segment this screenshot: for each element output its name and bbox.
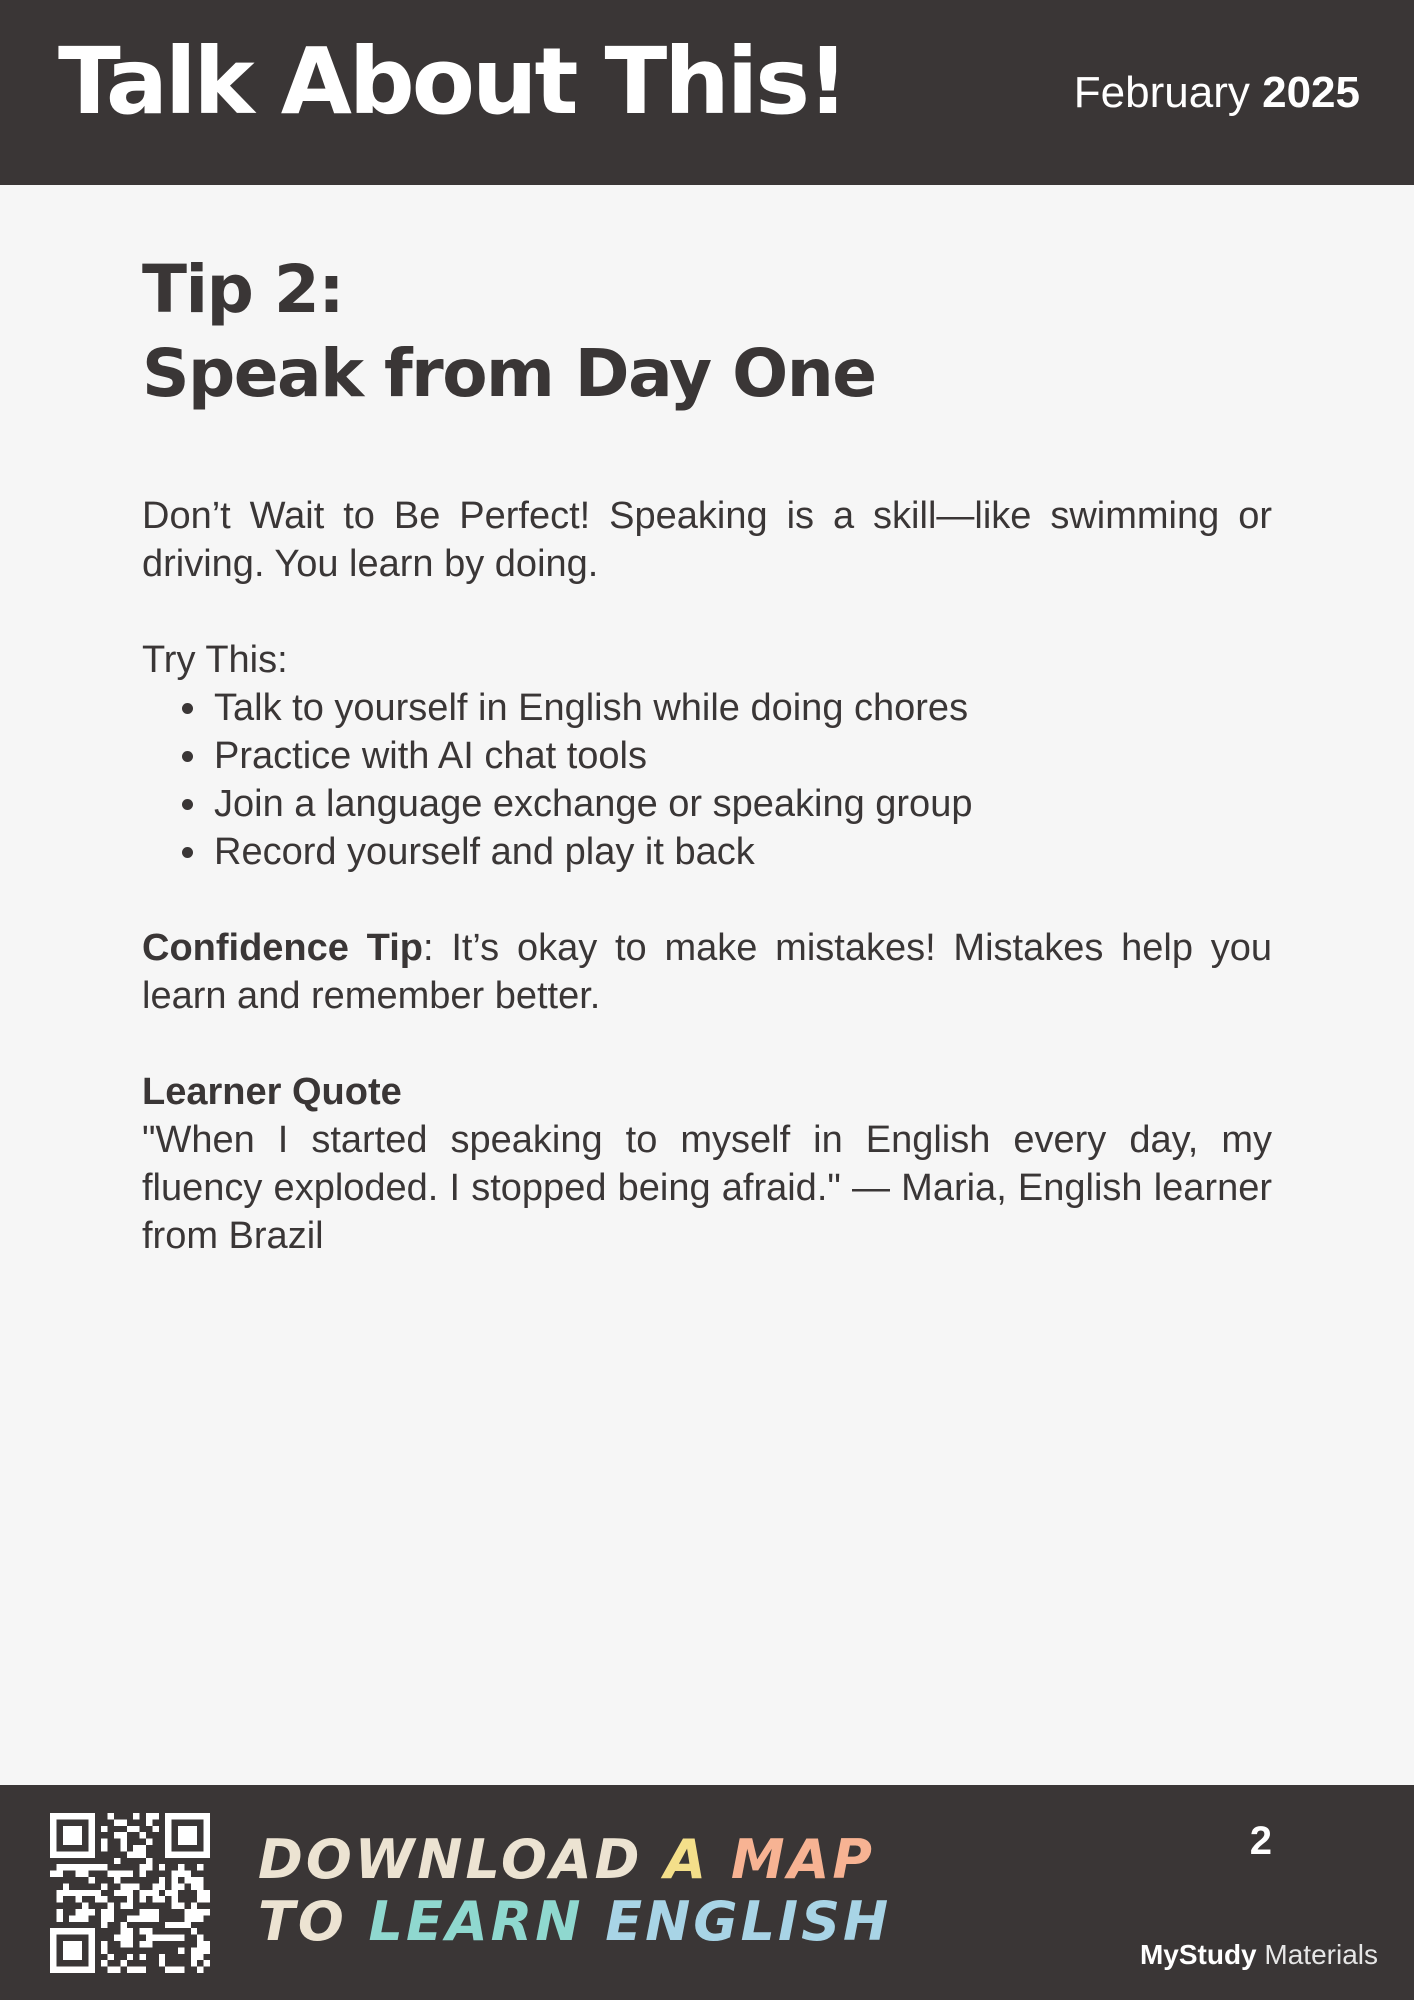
list-item xyxy=(182,684,1272,732)
learner-quote-text: "When I started speaking to myself in English every day, my fluency exploded. I stopped being afraid." — Maria, English learner from Brazil xyxy=(142,1119,1272,1257)
page-footer xyxy=(0,1785,1414,2000)
try-this-list xyxy=(142,684,1272,876)
intro-paragraph: Don’t Wait to Be Perfect! Speaking is a skill—like swimming or driving. You learn by doing. xyxy=(142,495,1272,585)
list-item-text: Join a language exchange or speaking group xyxy=(214,783,973,825)
learner-quote-heading: Learner Quote xyxy=(142,1071,402,1113)
promo-word-download: DOWNLOAD xyxy=(258,1828,665,1891)
list-item-text: Practice with AI chat tools xyxy=(214,735,647,777)
issue-date xyxy=(1074,68,1360,118)
bullet-icon xyxy=(182,703,193,714)
article-content xyxy=(142,248,1272,1260)
page-header xyxy=(0,0,1414,185)
download-map-promo[interactable] xyxy=(258,1829,891,1953)
magazine-title: Talk About This! xyxy=(58,28,846,135)
promo-word-a: A xyxy=(664,1828,731,1891)
promo-word-map: MAP xyxy=(730,1828,875,1891)
bullet-icon xyxy=(182,751,193,762)
list-item xyxy=(182,732,1272,780)
list-item-text: Talk to yourself in English while doing chores xyxy=(214,687,969,729)
promo-word-english: ENGLISH xyxy=(605,1890,892,1953)
list-item xyxy=(182,828,1272,876)
promo-word-to: TO xyxy=(258,1890,369,1953)
list-item xyxy=(182,780,1272,828)
confidence-tip-label: Confidence Tip xyxy=(142,927,423,969)
tip-heading xyxy=(142,248,1272,416)
confidence-tip xyxy=(142,924,1272,1020)
issue-year: 2025 xyxy=(1262,68,1360,117)
tip-title: Speak from Day One xyxy=(142,335,876,412)
tip-number: Tip 2: xyxy=(142,251,344,328)
brand-logo xyxy=(1140,1939,1378,1971)
bullet-icon xyxy=(182,847,193,858)
qr-code-icon[interactable] xyxy=(50,1813,210,1973)
list-item-text: Record yourself and play it back xyxy=(214,831,755,873)
issue-month: February xyxy=(1073,68,1250,117)
try-this-label: Try This: xyxy=(142,639,288,681)
promo-line-1 xyxy=(258,1829,891,1891)
bullet-icon xyxy=(182,799,193,810)
page-number: 2 xyxy=(1249,1819,1272,1863)
brand-name: MyStudy xyxy=(1139,1939,1257,1970)
promo-word-learn: LEARN xyxy=(368,1890,606,1953)
confidence-tip-text: : It’s okay to make mistakes! Mistakes help you learn and remember better. xyxy=(142,927,1272,1017)
promo-line-2 xyxy=(258,1891,891,1953)
brand-suffix: Materials xyxy=(1256,1939,1378,1970)
